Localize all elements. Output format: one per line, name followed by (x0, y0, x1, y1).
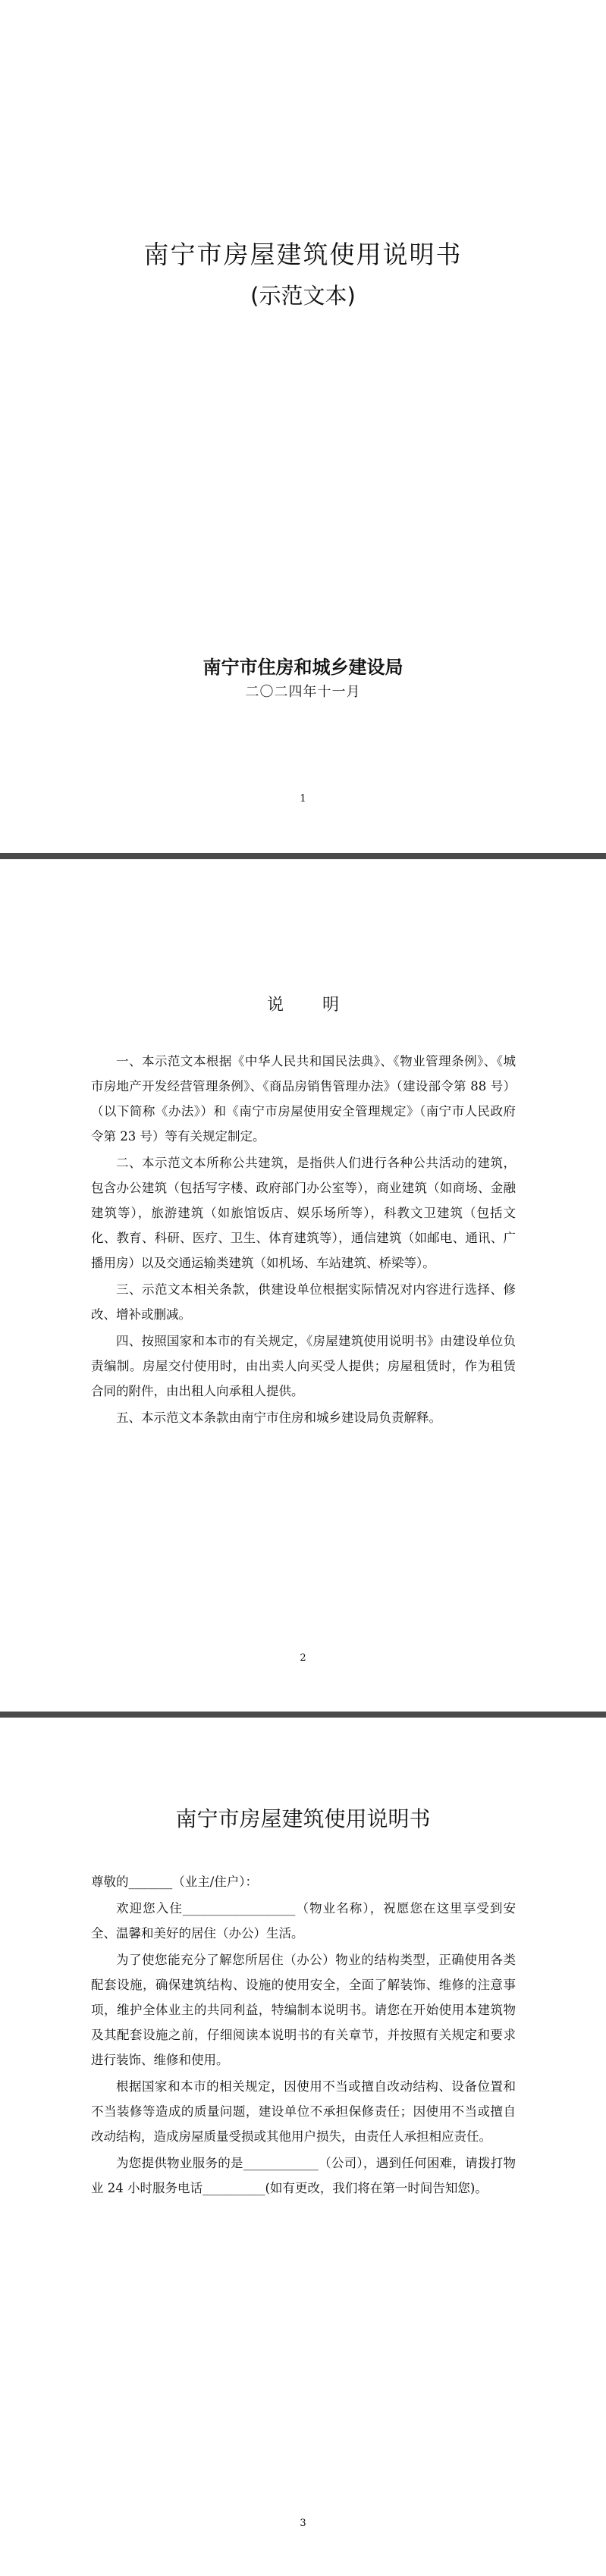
salutation: 尊敬的_______（业主/住户）： (91, 1875, 259, 1889)
manual-heading: 南宁市房屋建筑使用说明书 (175, 1806, 431, 1831)
explanation-paragraph: 四、按照国家和本市的有关规定，《房屋建筑使用说明书》由建设单位负责编制。房屋交付使用时，由出卖人向买受人提供；房屋租赁时，作为租赁合同的附件，由出租人向承租人提供。 (91, 1334, 516, 1398)
issuing-authority: 南宁市住房和城乡建设局 (203, 657, 403, 678)
explanation-page (0, 859, 606, 1712)
manual-paragraph: 欢迎您入住__________________（物业名称），祝愿您在这里享受到安全、温馨和美好的居住（办公）生活。 (91, 1901, 516, 1941)
manual-paragraph: 根据国家和本市的相关规定，因使用不当或擅自改动结构、设备位置和不当装修等造成的质量问题，建设单位不承担保修责任；因使用不当或擅自改动结构，造成房屋质量受损或其他用户损失，由责任人承担相应责任。 (91, 2079, 516, 2144)
explanation-paragraph: 五、本示范文本条款由南宁市住房和城乡建设局负责解释。 (116, 1410, 441, 1425)
manual-body (91, 1869, 516, 2201)
document-subtitle: (示范文本) (250, 283, 356, 309)
explanation-paragraph: 一、本示范文本根据《中华人民共和国民法典》、《物业管理条例》、《城市房地产开发经营管理条例》、《商品房销售管理办法》（建设部令第 88 号）（以下简称《办法》）和《南宁市房屋使用安全管理规定》（南宁市人民政府令第 23 号）等有关规定制定。 (91, 1054, 516, 1144)
page-number: 3 (300, 2518, 306, 2529)
document-title: 南宁市房屋建筑使用说明书 (143, 240, 463, 269)
page-number: 2 (300, 1652, 306, 1664)
cover-page (0, 0, 606, 853)
issue-date: 二〇二四年十一月 (245, 684, 361, 700)
manual-intro-page (0, 1718, 606, 2576)
manual-paragraph: 为您提供物业服务的是____________（公司），遇到任何困难，请拨打物业 24 小时服务电话__________(如有更改，我们将在第一时间告知您)。 (91, 2156, 516, 2195)
page-number: 1 (300, 793, 306, 805)
explanation-body (91, 1049, 516, 1430)
explanation-heading: 说 明 (267, 996, 356, 1015)
explanation-paragraph: 二、本示范文本所称公共建筑，是指供人们进行各种公共活动的建筑，包含办公建筑（包括写字楼、政府部门办公室等），商业建筑（如商场、金融建筑等），旅游建筑（如旅馆饭店、娱乐场所等），科教文卫建筑（包括文化、教育、科研、医疗、卫生、体育建筑等），通信建筑（如邮电、通讯、广播用房）以及交通运输类建筑（如机场、车站建筑、桥梁等）。 (91, 1156, 516, 1270)
manual-paragraph: 为了使您能充分了解您所居住（办公）物业的结构类型，正确使用各类配套设施，确保建筑结构、设施的使用安全，全面了解装饰、维修的注意事项，维护全体业主的共同利益，特编制本说明书。请您在开始使用本建筑物及其配套设施之前，仔细阅读本说明书的有关章节，并按照有关规定和要求进行装饰、维修和使用。 (91, 1953, 516, 2067)
explanation-paragraph: 三、示范文本相关条款，供建设单位根据实际情况对内容进行选择、修改、增补或删减。 (91, 1282, 516, 1322)
